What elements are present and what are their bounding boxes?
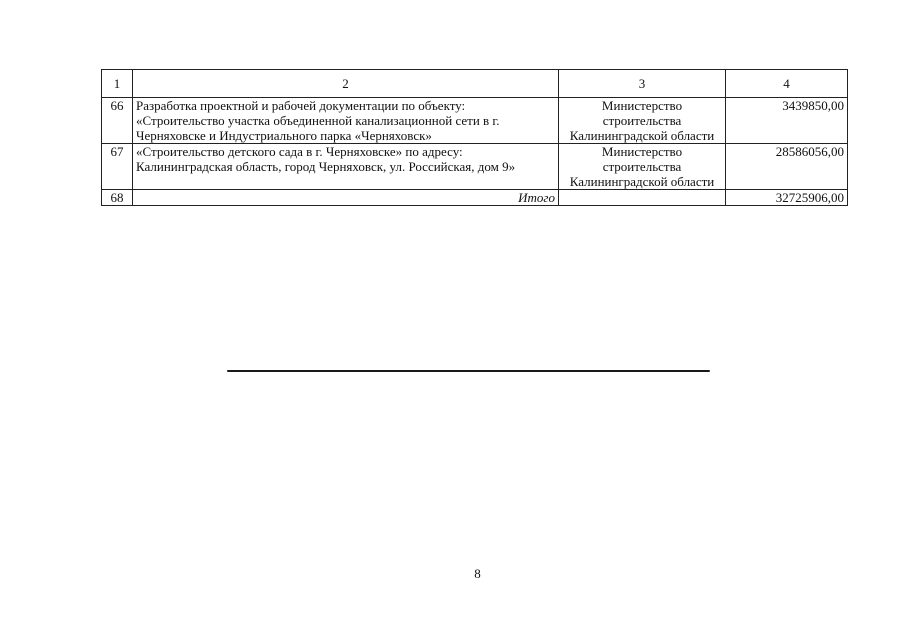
row-amount: 3439850,00	[726, 98, 848, 144]
page-number: 8	[474, 566, 481, 581]
row-number: 67	[102, 144, 133, 190]
total-row-number: 68	[102, 190, 133, 206]
row-number: 66	[102, 98, 133, 144]
row-description: «Строительство детского сада в г. Черняховске» по адресу: Калининградская область, город Черняховск, ул. Российская, дом 9»	[133, 144, 559, 190]
column-header-3: 3	[559, 70, 726, 98]
column-header-4: 4	[726, 70, 848, 98]
row-amount: 28586056,00	[726, 144, 848, 190]
total-empty-cell	[559, 190, 726, 206]
separator-line	[227, 370, 710, 372]
row-ministry: Министерство строительства Калининградской области	[559, 98, 726, 144]
row-ministry: Министерство строительства Калининградской области	[559, 144, 726, 190]
total-row	[102, 190, 848, 206]
column-header-2: 2	[133, 70, 559, 98]
table-row	[102, 98, 848, 144]
column-header-1: 1	[102, 70, 133, 98]
budget-table	[101, 69, 848, 206]
table-header-row	[102, 70, 848, 98]
row-description: Разработка проектной и рабочей документации по объекту: «Строительство участка объединенной канализационной сети в г. Черняховске и Индустриального парка «Черняховск»	[133, 98, 559, 144]
total-label: Итого	[133, 190, 559, 206]
table-row	[102, 144, 848, 190]
total-amount: 32725906,00	[726, 190, 848, 206]
